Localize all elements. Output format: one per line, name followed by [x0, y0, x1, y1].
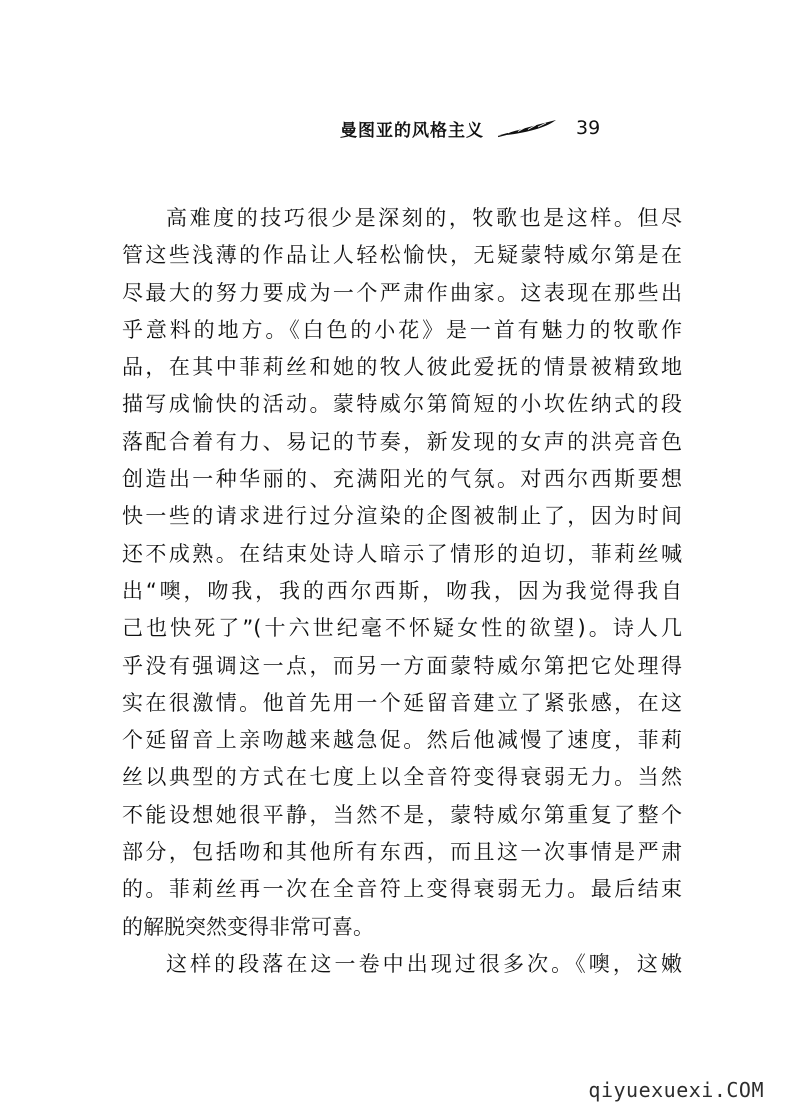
text-line: 出“噢，吻我，我的西尔西斯，吻我，因为我觉得我自 — [122, 578, 682, 603]
page-number: 39 — [576, 117, 601, 139]
running-head — [340, 113, 670, 143]
section-title: 曼图亚的风格主义 — [340, 120, 484, 141]
text-line: 乎意料的地方。《白色的小花》是一首有魅力的牧歌作 — [122, 317, 682, 342]
text-line: 还不成熟。在结束处诗人暗示了情形的迫切，菲莉丝喊 — [122, 541, 682, 566]
text-line: 尽最大的努力要成为一个严肃作曲家。这表现在那些出 — [122, 280, 682, 305]
text-line: 己也快死了”(十六世纪毫不怀疑女性的欲望)。诗人几 — [122, 616, 682, 641]
text-line: 管这些浅薄的作品让人轻松愉快，无疑蒙特威尔第是在 — [122, 243, 682, 268]
text-line: 个延留音上亲吻越来越急促。然后他减慢了速度，菲莉 — [122, 728, 682, 753]
quill-icon — [498, 118, 560, 138]
watermark: qiyuexuexi.COM — [588, 1078, 764, 1102]
text-line: 高难度的技巧很少是深刻的，牧歌也是这样。但尽 — [166, 206, 682, 230]
text-line: 品，在其中菲莉丝和她的牧人彼此爱抚的情景被精致地 — [122, 355, 682, 380]
text-line: 的。菲莉丝再一次在全音符上变得衰弱无力。最后结束 — [122, 877, 682, 902]
text-line: 创造出一种华丽的、充满阳光的气氛。对西尔西斯要想 — [122, 467, 682, 492]
text-line: 乎没有强调这一点，而另一方面蒙特威尔第把它处理得 — [122, 653, 682, 678]
text-line: 实在很激情。他首先用一个延留音建立了紧张感，在这 — [122, 690, 682, 715]
text-line: 部分，包括吻和其他所有东西，而且这一次事情是严肃 — [122, 840, 682, 865]
text-line: 落配合着有力、易记的节奏，新发现的女声的洪亮音色 — [122, 429, 682, 454]
body-text — [122, 200, 682, 983]
text-line: 的解脱突然变得非常可喜。 — [122, 914, 374, 939]
text-line: 丝以典型的方式在七度上以全音符变得衰弱无力。当然 — [122, 765, 682, 790]
text-line: 这样的段落在这一卷中出现过很多次。《噢，这嫩 — [166, 951, 682, 976]
text-line: 描写成愉快的活动。蒙特威尔第简短的小坎佐纳式的段 — [122, 392, 682, 417]
text-line: 快一些的请求进行过分渲染的企图被制止了，因为时间 — [122, 504, 682, 529]
text-line: 不能设想她很平静，当然不是，蒙特威尔第重复了整个 — [122, 802, 682, 827]
